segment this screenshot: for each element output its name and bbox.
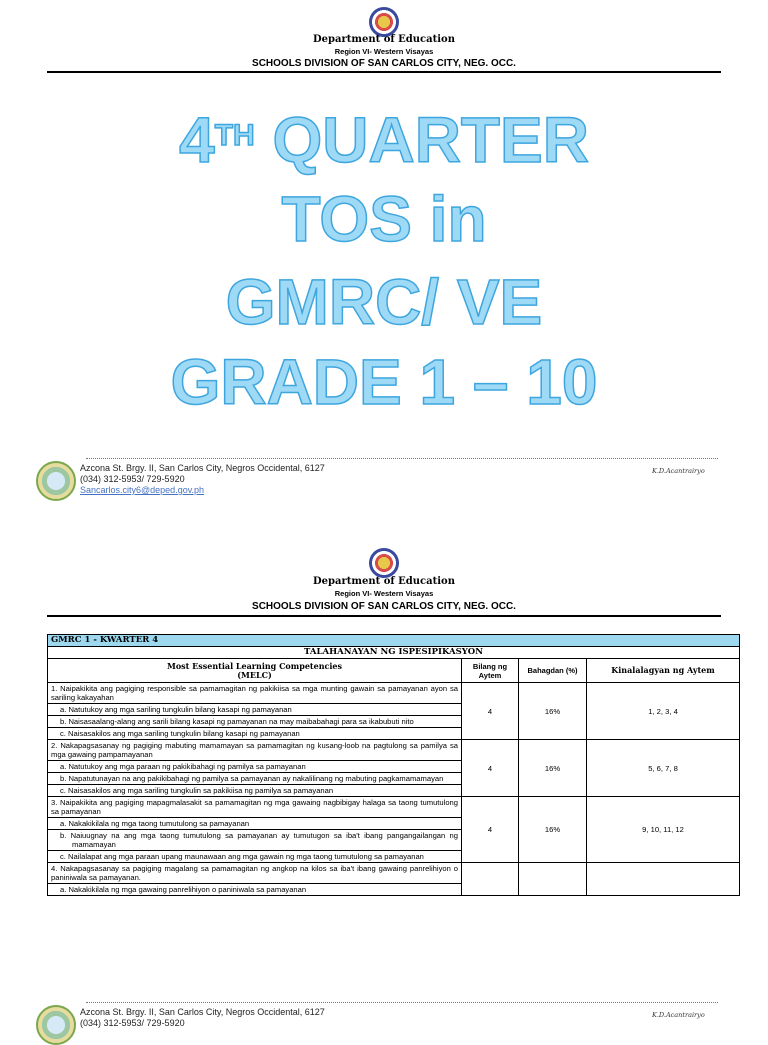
sub-competency-4a: a. Nakakikilala ng mga gawaing panrelihiyon o paniniwala sa pamayanan bbox=[48, 884, 462, 896]
col-header-placement: Kinalalagyan ng Aytem bbox=[587, 659, 740, 683]
percent-4 bbox=[519, 863, 587, 896]
division-name-2: SCHOOLS DIVISION OF SAN CARLOS CITY, NEG. OCC. bbox=[252, 601, 516, 612]
cover-title-line1: 4TH QUARTER bbox=[179, 104, 589, 176]
footer-address-2: Azcona St. Brgy. II, San Carlos City, Negros Occidental, 6127 bbox=[80, 1007, 325, 1017]
region-name: Region VI- Western Visayas bbox=[334, 47, 434, 56]
competency-3: 3. Naipakikita ang pagiging mapagmalasakit sa pamamagitan ng mga gawaing nagbibigay halaga sa taong tumutulong sa pamayanan bbox=[48, 797, 462, 818]
sub-competency-1a: a. Natutukoy ang mga sariling tungkulin bilang kasapi ng pamayanan bbox=[48, 704, 462, 716]
department-name: Department of Education bbox=[313, 34, 455, 45]
col-header-percent: Bahagdan (%) bbox=[519, 659, 587, 683]
sub-competency-3a: a. Nakakikilala ng mga taong tumutulong sa pamayanan bbox=[48, 818, 462, 830]
cover-title-line2: TOS in bbox=[281, 183, 487, 255]
cover-title-line4: GRADE 1 – 10 bbox=[170, 346, 598, 418]
items-2: 4 bbox=[462, 740, 519, 797]
region-name-2: Region VI- Western Visayas bbox=[334, 589, 434, 598]
sub-competency-2b: b. Napatutunayan na ang pakikibahagi ng pamilya sa pamayanan ay nakalilinang ng mabuting pagkamamamayan bbox=[48, 773, 462, 785]
percent-3: 16% bbox=[519, 797, 587, 863]
percent-1: 16% bbox=[519, 683, 587, 740]
header-rule-2 bbox=[47, 615, 721, 617]
sub-competency-1c: c. Naisasakilos ang mga sariling tungkulin bilang kasapi ng pamayanan bbox=[48, 728, 462, 740]
division-logo-icon-2 bbox=[36, 1005, 76, 1045]
deped-seal-icon bbox=[369, 7, 399, 37]
footer-contact-2 bbox=[80, 1007, 325, 1029]
footer-rule-2 bbox=[86, 1002, 718, 1003]
placement-3: 9, 10, 11, 12 bbox=[587, 797, 740, 863]
placement-1: 1, 2, 3, 4 bbox=[587, 683, 740, 740]
table-title: GMRC 1 - KWARTER 4 bbox=[48, 635, 740, 647]
competency-4: 4. Nakapagsasanay sa pagiging magalang sa pamamagitan ng angkop na kilos sa iba't ibang gawaing panrelihiyon o paniniwala sa pamayanan. bbox=[48, 863, 462, 884]
sub-competency-1b: b. Naisasaalang-alang ang sarili bilang kasapi ng pamayanan na may maibabahagi para sa ikabubuti nito bbox=[48, 716, 462, 728]
col-header-melc: Most Essential Learning Competencies (MELC) bbox=[48, 659, 462, 683]
footer-signature-2: K.D.Acantrairyo bbox=[652, 1011, 705, 1019]
table-subtitle: TALAHANAYAN NG ISPESIPIKASYON bbox=[48, 647, 740, 659]
footer-email-link[interactable]: Sancarlos.city6@deped.gov.ph bbox=[80, 485, 205, 495]
percent-2: 16% bbox=[519, 740, 587, 797]
sub-competency-3c: c. Nailalapat ang mga paraan upang maunawaan ang mga gawain ng mga taong tumutulong sa pamayanan bbox=[48, 851, 462, 863]
deped-seal-icon-2 bbox=[369, 548, 399, 578]
footer-contact bbox=[80, 463, 325, 496]
items-3: 4 bbox=[462, 797, 519, 863]
competency-2: 2. Nakapagsasanay ng pagiging mabuting mamamayan sa pamamagitan ng kusang-loob na pagtulong sa pamilya sa mga gawaing pampamayanan bbox=[48, 740, 462, 761]
footer-address: Azcona St. Brgy. II, San Carlos City, Negros Occidental, 6127 bbox=[80, 463, 325, 473]
placement-4 bbox=[587, 863, 740, 896]
header-rule bbox=[47, 71, 721, 73]
cover-title-line3: GMRC/ VE bbox=[225, 266, 543, 338]
footer-signature: K.D.Acantrairyo bbox=[652, 467, 705, 475]
footer-phone-2: (034) 312-5953/ 729-5920 bbox=[80, 1018, 185, 1028]
items-4 bbox=[462, 863, 519, 896]
tos-table bbox=[47, 634, 740, 896]
sub-competency-2c: c. Naisasakilos ang mga sariling tungkulin sa pakikiisa ng pamilya sa pamayanan bbox=[48, 785, 462, 797]
competency-1: 1. Naipakikita ang pagiging responsible sa pamamagitan ng pakikiisa sa mga munting gawain sa pamayanan ayon sa sariling kakayahan bbox=[48, 683, 462, 704]
footer-rule bbox=[86, 458, 718, 459]
sub-competency-2a: a. Natutukoy ang mga paraan ng pakikibahagi ng pamilya sa pamayanan bbox=[48, 761, 462, 773]
col-header-items: Bilang ng Aytem bbox=[462, 659, 519, 683]
footer-phone: (034) 312-5953/ 729-5920 bbox=[80, 474, 185, 484]
items-1: 4 bbox=[462, 683, 519, 740]
department-name-2: Department of Education bbox=[313, 576, 455, 587]
placement-2: 5, 6, 7, 8 bbox=[587, 740, 740, 797]
division-logo-icon bbox=[36, 461, 76, 501]
division-name: SCHOOLS DIVISION OF SAN CARLOS CITY, NEG. OCC. bbox=[252, 58, 516, 69]
sub-competency-3b: b. Naiuugnay na ang mga taong tumutulong sa pamayanan ay tumutugon sa iba't ibang pangangailangan ng mamamayan bbox=[48, 830, 462, 851]
